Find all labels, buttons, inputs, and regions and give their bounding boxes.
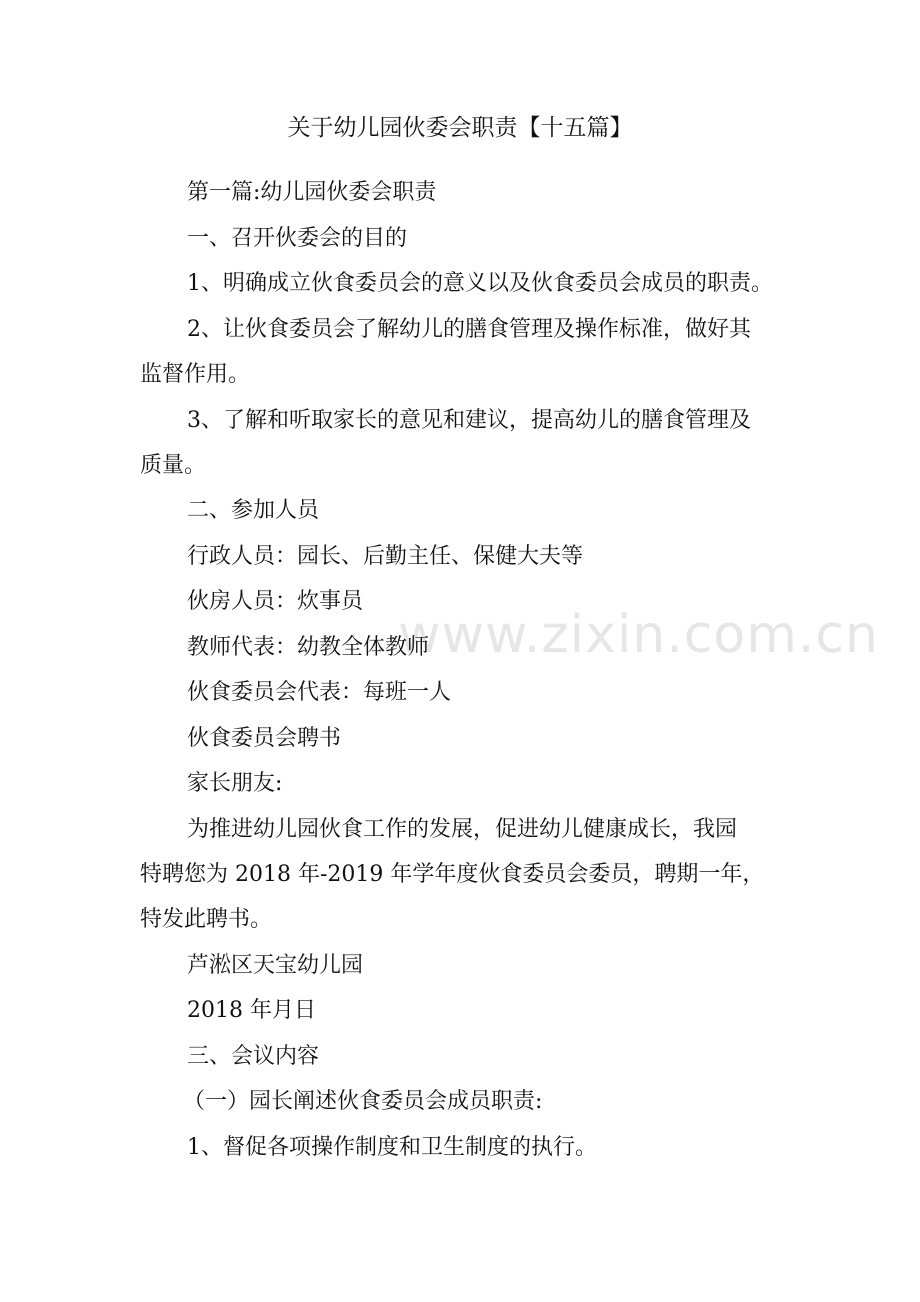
paragraph-line: 伙房人员：炊事员: [187, 589, 364, 614]
paragraph-line: 质量。: [140, 453, 207, 478]
section-heading: 第一篇:幼儿园伙委会职责: [187, 180, 437, 205]
subsection-heading: 三、会议内容: [187, 1044, 320, 1069]
document-title: 关于幼儿园伙委会职责【十五篇】: [287, 115, 633, 141]
subsection-heading: 二、参加人员: [187, 498, 320, 523]
paragraph-line: 2018 年月日: [187, 998, 316, 1023]
watermark: www.zixin.com.cn: [398, 605, 879, 665]
paragraph-line: 伙食委员会聘书: [187, 726, 342, 751]
paragraph-line: 3、了解和听取家长的意见和建议，提高幼儿的膳食管理及: [187, 408, 751, 433]
paragraph-line: 2、让伙食委员会了解幼儿的膳食管理及操作标准，做好其: [187, 317, 751, 342]
paragraph-line: 特聘您为 2018 年-2019 年学年度伙食委员会委员，聘期一年，: [140, 862, 765, 887]
paragraph-line: （一）园长阐述伙食委员会成员职责:: [183, 1089, 543, 1114]
paragraph-line: 教师代表：幼教全体教师: [187, 635, 430, 660]
paragraph-line: 伙食委员会代表：每班一人: [187, 680, 452, 705]
paragraph-line: 监督作用。: [140, 362, 251, 387]
paragraph-line: 芦淞区天宝幼儿园: [187, 953, 364, 978]
paragraph-line: 家长朋友:: [187, 771, 283, 796]
paragraph-line: 为推进幼儿园伙食工作的发展，促进幼儿健康成长，我园: [187, 817, 738, 842]
paragraph-line: 特发此聘书。: [140, 907, 273, 932]
paragraph-line: 1、明确成立伙食委员会的意义以及伙食委员会成员的职责。: [187, 271, 773, 296]
paragraph-line: 行政人员：园长、后勤主任、保健大夫等: [187, 544, 584, 569]
subsection-heading: 一、召开伙委会的目的: [187, 226, 408, 251]
paragraph-line: 1、督促各项操作制度和卫生制度的执行。: [187, 1135, 597, 1160]
